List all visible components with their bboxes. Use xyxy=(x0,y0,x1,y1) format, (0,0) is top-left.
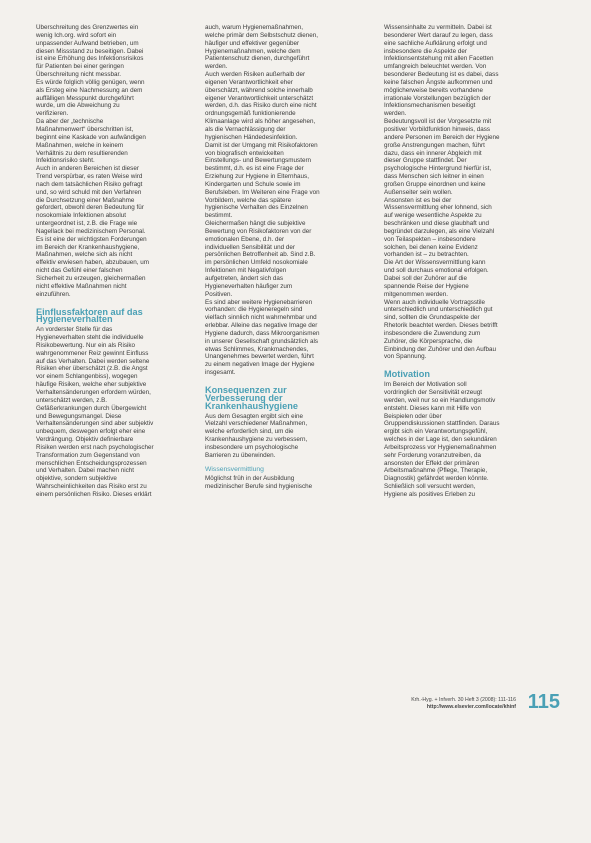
text-line: Risikobewertung. Nur ein als Risiko xyxy=(36,341,136,349)
col2-paragraph-3 xyxy=(205,475,378,491)
text-line: nosokomiale Infektionen absolut xyxy=(36,212,126,220)
text-line: Sicherheit zu erzeugen, gleichermaßen xyxy=(36,275,146,282)
journal-citation: Krh.-Hyg. + Infverh. 30 Heft 3 (2008): 111-116 xyxy=(411,697,516,703)
text-line: insgesamt. xyxy=(205,369,236,377)
text-line: hygienische Verhalten des Einzelnen xyxy=(205,204,308,212)
text-line: effektiv erwiesen haben, abzubauen, um xyxy=(36,259,149,267)
text-line: Ansonsten ist es bei der xyxy=(384,196,452,204)
text-line: welche primär dem Selbstschutz dienen, xyxy=(205,31,319,39)
text-line: Bewertung von Risikofaktoren von der xyxy=(205,227,312,235)
text-line: Einflussfaktoren auf das xyxy=(36,306,143,317)
text-line: Hygiene als positives Erleben zu xyxy=(384,490,476,498)
text-line: Krankenhaushygiene zu verbessern, xyxy=(205,436,308,444)
text-line: persönlichen Betroffenheit ab. Sind z.B. xyxy=(205,251,316,259)
text-line: Infektionen mit Negativfolgen xyxy=(205,267,287,275)
text-line: Hygiene dadurch, dass Mikroorganismen xyxy=(205,329,320,337)
text-line: Patientenschutz dienen, durchgeführt xyxy=(205,55,310,63)
text-line: Im Bereich der Motivation soll xyxy=(384,381,467,389)
text-line: Verhaltensänderungen erfordern würden, xyxy=(36,388,151,396)
text-line: etwas Schlimmes, Krankmachendes, xyxy=(205,345,309,353)
text-line: Hygieneverhalten steht die individuelle xyxy=(36,334,144,342)
text-line: beginnt eine Kaskade von aufwändigen xyxy=(36,133,146,141)
text-line: einem persönlichen Risiko. Dieses erklärt xyxy=(36,490,152,498)
col3-paragraph-1 xyxy=(384,24,557,361)
text-line: Verhältnis zu dem resultierenden xyxy=(36,149,128,157)
text-line: Überschreitung des Grenzwertes ein xyxy=(36,24,139,31)
text-line: Aus dem Gesagten ergibt sich eine xyxy=(205,412,304,420)
text-line: solchen, bei denen keine Evidenz xyxy=(384,243,478,251)
text-line: Maßnahmen, welche in keinem xyxy=(36,141,124,149)
text-line: Kindergarten und Schule sowie im xyxy=(205,180,301,188)
text-line: von Spannung. xyxy=(384,353,427,361)
text-line: Risiken eher überschätzt (z.B. die Angst xyxy=(36,365,148,373)
text-line: wenig Ich.org. wird sofort ein xyxy=(36,31,117,39)
text-line: Es ist eine der wichtigsten Forderungen xyxy=(36,235,147,243)
text-line: vorhanden ist – zu betrachten. xyxy=(384,251,469,259)
col2-paragraph-2 xyxy=(205,413,378,460)
text-line: bestimmt, d.h. es ist eine Frage der xyxy=(205,165,304,173)
text-line: welche erforderlich sind, um die xyxy=(205,428,294,436)
text-line: Maßnahmenwert“ überschritten ist, xyxy=(36,125,134,133)
text-line: Es sind aber weitere Hygienebarrieren xyxy=(205,298,313,306)
text-line: Konsequenzen zur xyxy=(205,384,287,395)
text-line: Positiven. xyxy=(205,290,233,298)
text-line: unpassender Aufwand betrieben, um xyxy=(36,39,139,47)
text-line: entsteht. Dieses kann mit Hilfe von xyxy=(384,404,481,412)
text-line: einzuführen. xyxy=(36,290,71,298)
text-line: und Bewegungsmangel. Diese xyxy=(36,412,122,420)
journal-url[interactable]: http://www.elsevier.com/locate/khinf xyxy=(426,704,516,710)
text-line: als Ersteg eine Nachmessung an dem xyxy=(36,86,143,94)
text-line: auffälligen Messpunkt durchgeführt xyxy=(36,94,134,102)
column-middle xyxy=(205,24,378,491)
text-line: Vorbildern, welche das spätere xyxy=(205,196,292,204)
page-number: 115 xyxy=(527,691,560,713)
text-line: Dabei soll der Zuhörer auf die xyxy=(384,275,467,282)
text-line: großen Gruppe einordnen und keine xyxy=(384,180,486,188)
text-line: Auch werden Risiken außerhalb der xyxy=(205,71,306,79)
text-line: Auch in anderen Bereichen ist dieser xyxy=(36,165,139,173)
text-line: häufige Risiken, welche eher subjektive xyxy=(36,381,147,389)
text-line: Möglichst früh in der Ausbildung xyxy=(205,475,295,483)
text-line: auf das Verhalten. Dabei werden seltene xyxy=(36,357,150,365)
text-line: auf wenige wesentliche Aspekte zu xyxy=(384,212,482,220)
text-line: Schließlich soll versucht werden, xyxy=(384,483,476,491)
text-line: sind, sollten die Grundaspekte der xyxy=(384,314,480,322)
text-line: Infektionsrisiko steht. xyxy=(36,157,95,165)
col1-paragraph-2 xyxy=(36,326,209,499)
col1-paragraph-1 xyxy=(36,24,209,299)
text-line: Rhetorik beachtet werden. Dieses betrifft xyxy=(384,322,498,330)
text-line: welches in der Lage ist, den sekundären xyxy=(384,436,497,444)
text-line: von biografisch entwickelten xyxy=(205,149,284,157)
text-line: Arbeitsprozess vor Hygienemaßnahmen xyxy=(384,443,497,451)
text-line: Hygienemaßnahmen, welche dem xyxy=(205,47,301,55)
text-line: gefordert, obwohl deren Bedeutung für xyxy=(36,204,144,212)
text-line: Zuhörer, die Körpersprache, die xyxy=(384,337,473,345)
text-line: Beispielen oder über xyxy=(384,412,442,420)
text-line: Wissensinhalte zu vermitteln. Dabei ist xyxy=(384,24,492,31)
text-line: überschätzt, während solche innerhalb xyxy=(205,86,313,94)
text-line: insbesondere die Aspekte der xyxy=(384,47,467,55)
text-line: vordringlich der Sensitivität erzeugt xyxy=(384,388,482,396)
subheading-wissensvermittlung: Wissensvermittlung xyxy=(205,465,264,473)
text-line: An vorderster Stelle für das xyxy=(36,326,113,334)
text-line: werden, d.h. das Risiko durch eine nicht xyxy=(205,102,317,110)
text-line: bestimmt. xyxy=(205,212,233,220)
text-line: wurde, um die Abweichung zu xyxy=(36,102,120,110)
text-line: Einstellungs- und Bewertungsmustern xyxy=(205,157,312,165)
text-line: Damit ist der Umgang mit Risikofaktoren xyxy=(205,141,318,149)
col3-paragraph-2 xyxy=(384,381,557,499)
text-line: dieser Gruppe stattfindet. Der xyxy=(384,157,467,165)
text-line: auch, warum Hygienemaßnahmen, xyxy=(205,24,303,31)
text-line: umfangreich beleuchtet werden. Von xyxy=(384,63,487,71)
text-line: ansonsten der Effekt der primären xyxy=(384,459,480,467)
text-line: Maßnahmen, welche sich als nicht xyxy=(36,251,133,259)
text-line: Es würde folglich völlig genügen, wenn xyxy=(36,78,145,86)
text-line: individuellen Sensibilität und der xyxy=(205,243,295,251)
text-line: Wenn auch individuelle Vortragsstile xyxy=(384,298,486,306)
text-line: Die Art der Wissensvermittlung kann xyxy=(384,259,486,267)
text-line: Erziehung zur Hygiene in Elternhaus, xyxy=(205,173,309,181)
text-line: psychologische Hintergrund hierfür ist, xyxy=(384,165,492,173)
page-footer xyxy=(360,691,560,725)
text-line: große Anstrengungen machen, führt xyxy=(384,141,485,149)
text-line: Motivation xyxy=(384,369,430,380)
text-line: Verhaltensänderungen sind aber subjektiv xyxy=(36,420,154,428)
text-line: besonderer Wert darauf zu legen, dass xyxy=(384,31,493,39)
text-line: Infektionsentstehung mit allen Facetten xyxy=(384,55,494,63)
text-line: verifizieren. xyxy=(36,110,69,118)
text-line: vor einem Schlangenbiss), wogegen xyxy=(36,373,138,381)
column-right xyxy=(384,24,557,499)
text-line: von Teilaspekten – insbesondere xyxy=(384,235,476,243)
text-line: Transformation zum Gegenstand von xyxy=(36,451,140,459)
text-line: eigenen Verantwortlichkeit eher xyxy=(205,78,293,86)
col2-paragraph-1 xyxy=(205,24,378,377)
text-line: Verdrängung. Objektiv definierbare xyxy=(36,436,134,444)
text-line: und, so wird schuld mit den Verfahren xyxy=(36,188,142,196)
text-line: Nagellack bei medizinischem Personal. xyxy=(36,227,146,235)
text-line: ist eine Erhöhung des Infektionsrisikos xyxy=(36,55,144,63)
text-line: Hygieneverhalten xyxy=(36,314,113,325)
text-line: und Verhalten. Dabei machen nicht xyxy=(36,467,135,475)
text-line: im persönlichen Umfeld nosokomiale xyxy=(205,259,308,267)
text-line: positiver Vorbildfunktion hinweis, dass xyxy=(384,125,491,133)
text-line: wahrgenommener Reiz gewinnt Einfluss xyxy=(36,349,149,357)
column-left xyxy=(36,24,209,499)
text-line: Einbindung der Zuhörer und den Aufbau xyxy=(384,345,497,353)
text-line: Krankenhaushygiene xyxy=(205,400,298,411)
text-line: objektive, sondern subjektive xyxy=(36,475,117,483)
text-line: ordnungsgemäß funktionierende xyxy=(205,110,296,118)
text-line: aufgetreten, ändert sich das xyxy=(205,275,284,282)
text-line: hygienischen Händedesinfektion. xyxy=(205,133,298,141)
text-line: Trend verspürbar, es raten Weise wird xyxy=(36,173,143,181)
text-line: werden. xyxy=(384,110,407,118)
text-line: werden, weil nur so ein Handlungsmotiv xyxy=(384,396,496,404)
text-line: häufiger und effektiver gegenüber xyxy=(205,39,300,47)
text-line: für Patienten bei einer geringen xyxy=(36,63,124,71)
text-line: andere Personen im Bereich der Hygiene xyxy=(384,133,500,141)
text-line: nach dem tatsächlichen Risiko gefragt xyxy=(36,180,143,188)
text-line: zu einem negativen Image der Hygiene xyxy=(205,361,315,369)
text-line: Risiken werden erst nach psychologischer xyxy=(36,443,154,451)
text-line: Verbesserung der xyxy=(205,392,283,403)
text-line: nicht effektive Maßnahmen nicht xyxy=(36,282,127,290)
text-line: beschränken und diese glaubhaft und xyxy=(384,220,490,228)
text-line: möglicherweise bereits vorhandene xyxy=(384,86,484,94)
text-line: Barrieren zu überwinden. xyxy=(205,451,276,459)
text-line: Hygieneverhalten häufiger zum xyxy=(205,282,293,290)
text-line: Infektionsmechanismen beseitigt xyxy=(384,102,476,110)
text-line: eigener Verantwortlichkeit unterschätzt xyxy=(205,94,314,102)
text-line: nicht das Gefühl einer falschen xyxy=(36,267,123,275)
text-line: Diagnostik) gefährdet werden könnte. xyxy=(384,475,489,483)
text-line: vielfach sinnlich nicht wahrnehmbar und xyxy=(205,314,317,322)
text-line: insbesondere um psychologische xyxy=(205,443,299,451)
text-line: ergibt sich ein Verantwortungsgefühl, xyxy=(384,428,488,436)
text-line: unbequem, deswegen erfolgt eher eine xyxy=(36,428,146,436)
text-line: dazu, dass ein innerer Abgleich mit xyxy=(384,149,482,157)
section-heading-motivation xyxy=(384,369,557,380)
text-line: Gleichermaßen hängt die subjektive xyxy=(205,220,306,228)
text-line: irrationale Vorstellungen bezüglich der xyxy=(384,94,491,102)
text-line: im Bereich der Krankenhaushygiene, xyxy=(36,243,140,251)
text-line: diesen Missstand zu beseitigen. Dabei xyxy=(36,47,144,55)
text-line: spannende Reise der Hygiene xyxy=(384,282,469,290)
text-line: medizinischer Berufe sind hygienische xyxy=(205,483,313,491)
text-line: untergeordnet ist, z.B. die Frage wie xyxy=(36,220,138,228)
text-line: Arbeitsmaßnahme (Pflege, Therapie, xyxy=(384,467,488,475)
text-line: menschlichen Entscheidungsprozessen xyxy=(36,459,147,467)
text-line: Da aber der „technische xyxy=(36,118,104,126)
text-line: Berufsleben. Im Weiteren eine Frage von xyxy=(205,188,320,196)
text-line: und soll durchaus emotional erfolgen. xyxy=(384,267,489,275)
text-line: unterschiedlich und unterschiedlich gut xyxy=(384,306,493,314)
text-line: Gruppendiskussionen stattfinden. Daraus xyxy=(384,420,500,428)
text-line: begründet darzulegen, als eine Vielzahl xyxy=(384,227,495,235)
section-heading-konsequenzen xyxy=(205,385,378,409)
text-line: erlebbar. Alleine das negative Image der xyxy=(205,322,318,330)
text-line: sehr Forderung voranzutreiben, da xyxy=(384,451,481,459)
text-line: mitgenommen werden. xyxy=(384,290,449,298)
text-line: die Durchsetzung einer Maßnahme xyxy=(36,196,135,204)
text-line: dass Menschen sich leitner in einen xyxy=(384,173,484,181)
text-line: Überschreitung nicht messbar. xyxy=(36,71,122,79)
text-line: besonderer Bedeutung ist es dabei, dass xyxy=(384,71,499,79)
text-line: Außenseiter sein wollen. xyxy=(384,188,453,196)
text-line: Wissensvermittlung eher lohnend, sich xyxy=(384,204,492,212)
text-line: Vielzahl verschiedener Maßnahmen, xyxy=(205,420,308,428)
text-line: Bedeutungsvoll ist der Vorgesetzte mit xyxy=(384,118,492,126)
text-line: insbesondere die Zuwendung zum xyxy=(384,329,481,337)
text-line: werden. xyxy=(205,63,228,71)
text-line: Gefäßerkrankungen durch Übergewicht xyxy=(36,404,147,412)
section-heading-einflussfaktoren xyxy=(36,307,209,323)
text-line: keine falschen Ängste aufkommen und xyxy=(384,78,493,86)
text-line: vorhanden: die Hygieneregeln sind xyxy=(205,306,303,314)
text-line: emotionalen Ebene, d.h. der xyxy=(205,235,285,243)
text-line: unterschätzt werden, z.B. xyxy=(36,396,108,404)
text-line: als die Vernachlässigung der xyxy=(205,125,286,133)
text-line: eine sachliche Aufklärung erfolgt und xyxy=(384,39,487,47)
text-line: in unserer Gesellschaft grundsätzlich als xyxy=(205,337,319,345)
text-line: Wahrscheinlichkeiten das Risiko erst zu xyxy=(36,483,147,491)
text-line: Unangenehmes bewertet werden, führt xyxy=(205,353,314,361)
text-line: Klimaanlage wird als höher angesehen, xyxy=(205,118,316,126)
